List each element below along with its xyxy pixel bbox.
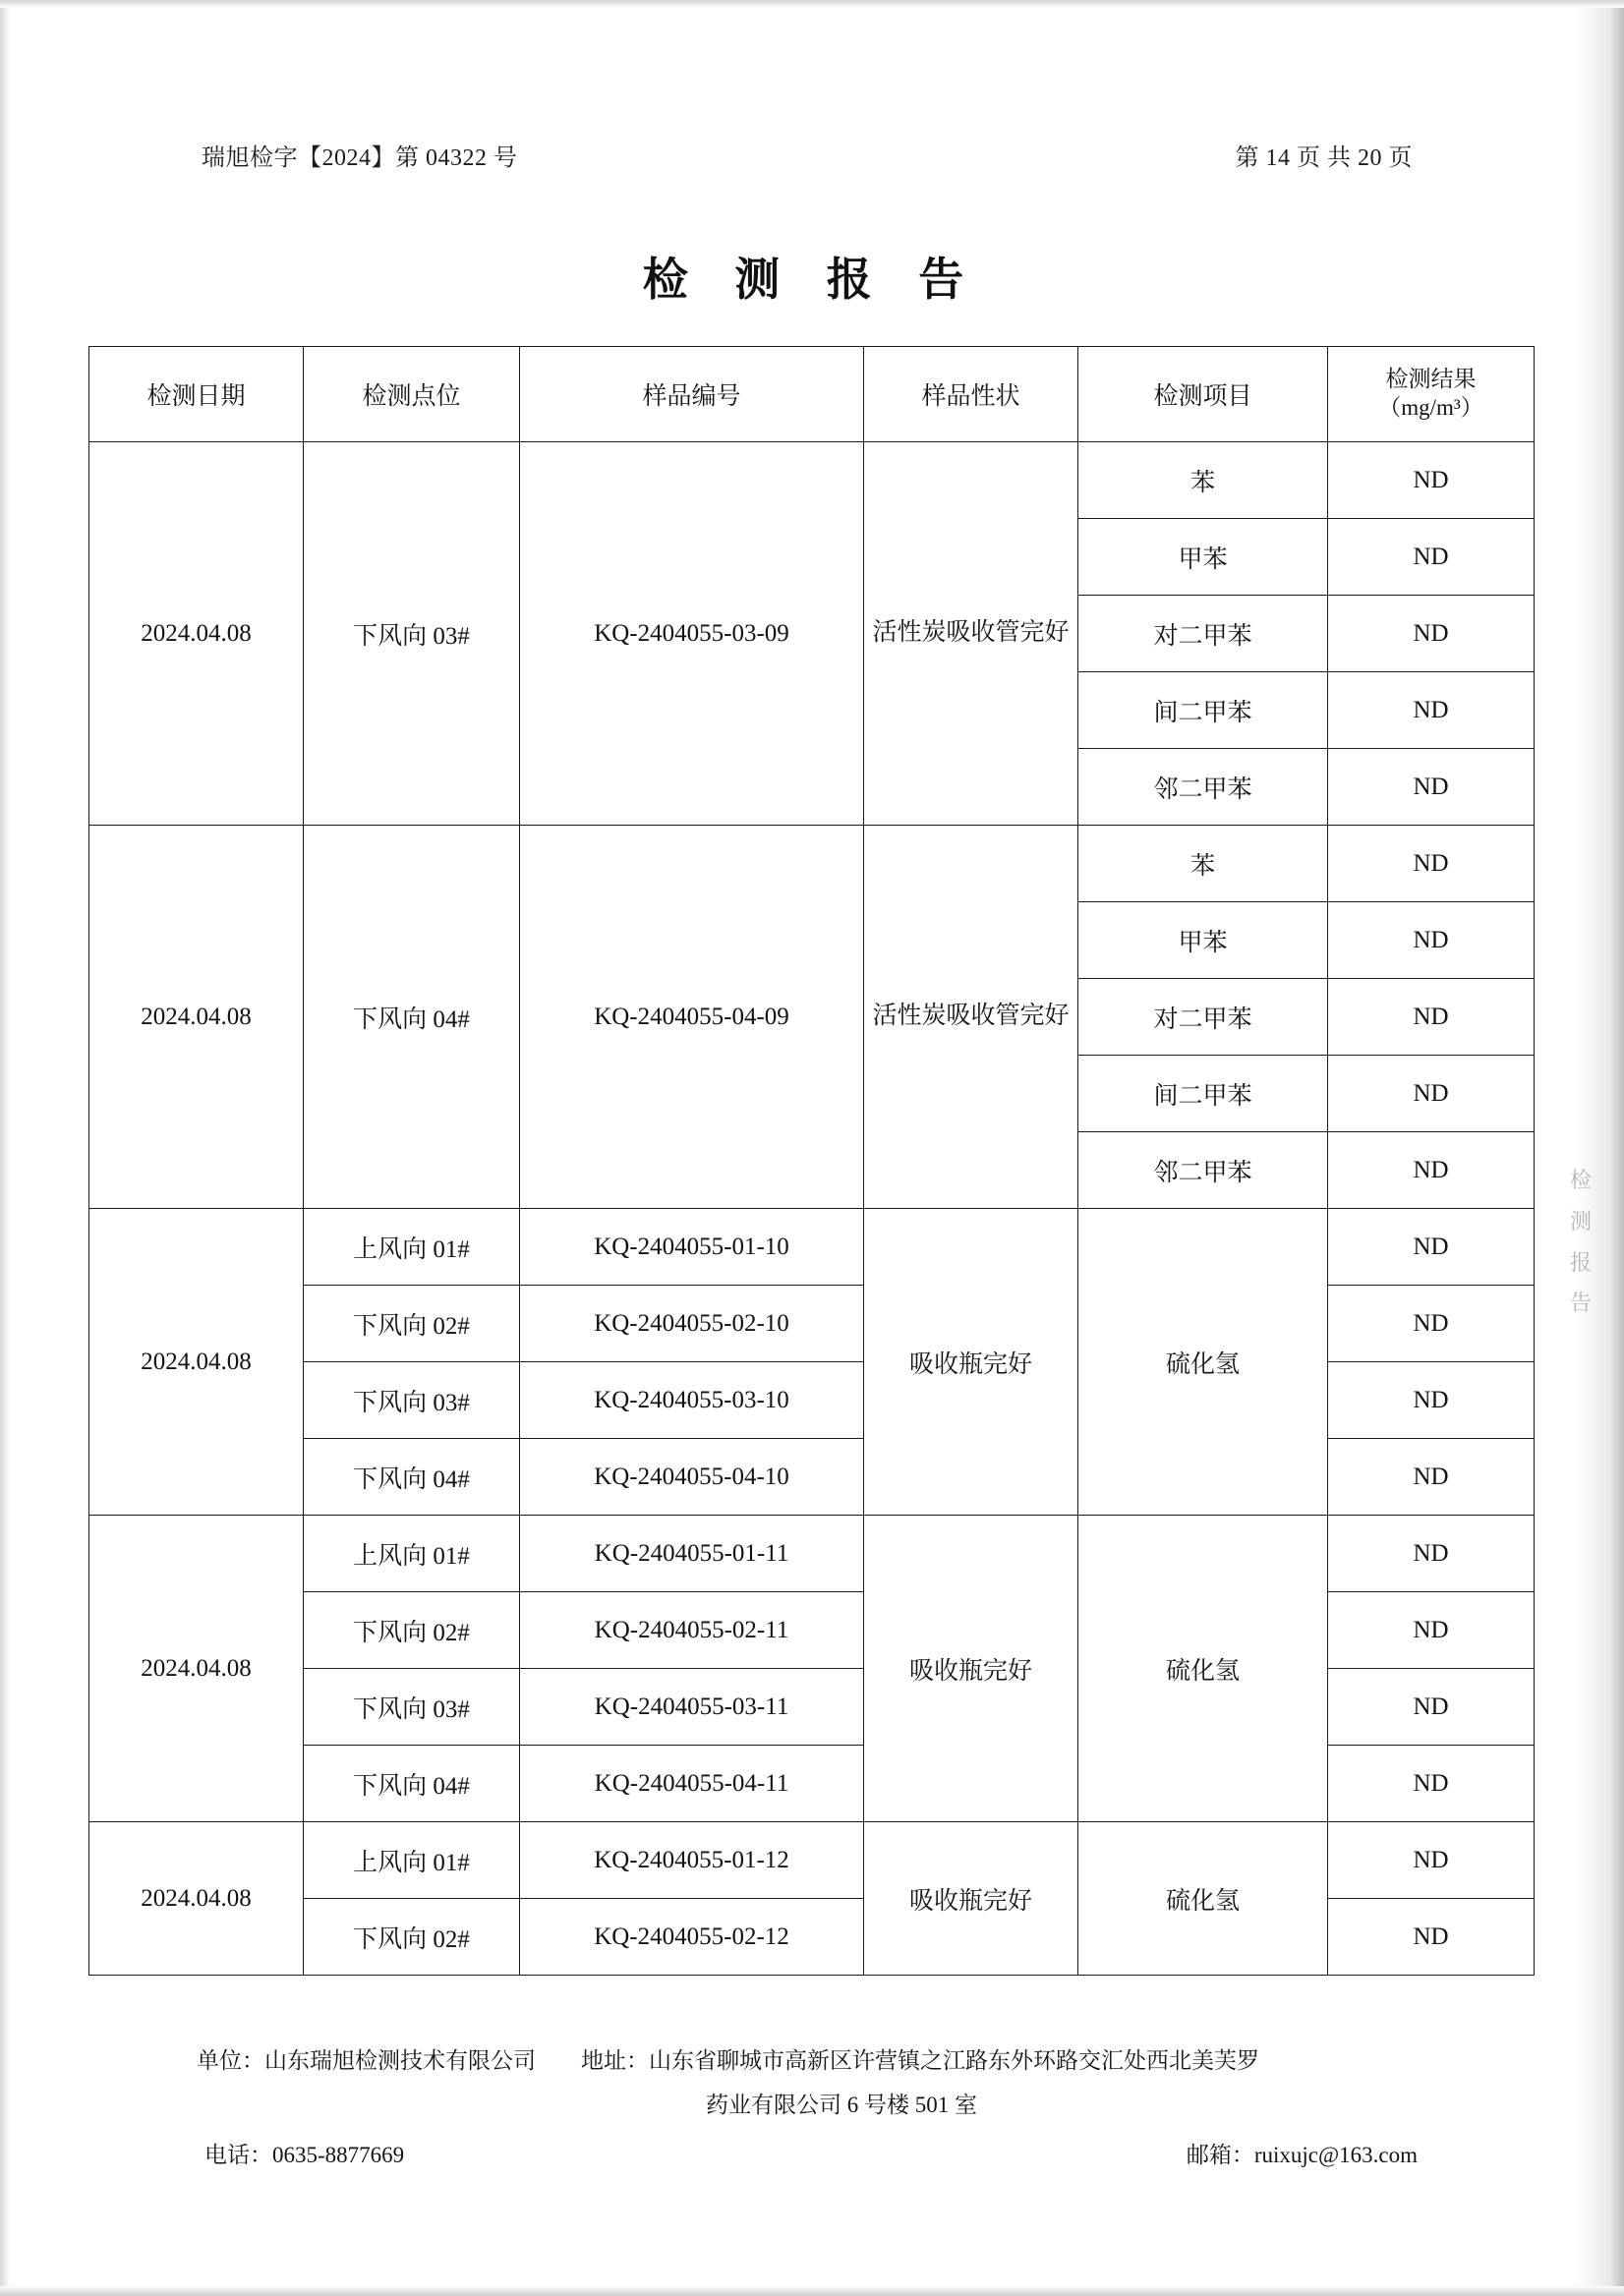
cell-item: 苯 <box>1078 442 1328 519</box>
cell-result: ND <box>1328 1516 1535 1592</box>
cell-result: ND <box>1328 596 1535 672</box>
cell-condition: 吸收瓶完好 <box>864 1516 1078 1822</box>
cell-date: 2024.04.08 <box>89 826 304 1209</box>
cell-sample-no: KQ-2404055-02-10 <box>520 1286 864 1362</box>
cell-sample-no: KQ-2404055-02-12 <box>520 1899 864 1976</box>
cell-point: 下风向 04# <box>304 1746 520 1822</box>
page-number: 第 14 页 共 20 页 <box>1235 145 1413 171</box>
cell-result: ND <box>1328 672 1535 749</box>
cell-item: 甲苯 <box>1078 519 1328 596</box>
cell-item: 甲苯 <box>1078 902 1328 979</box>
cell-result: ND <box>1328 1286 1535 1362</box>
cell-item: 间二甲苯 <box>1078 672 1328 749</box>
table-row <box>89 1209 1535 1286</box>
cell-result: ND <box>1328 826 1535 902</box>
cell-sample-no: KQ-2404055-03-11 <box>520 1669 864 1746</box>
footer-company: 单位：山东瑞旭检测技术有限公司 <box>197 2048 536 2073</box>
cell-result: ND <box>1328 1899 1535 1976</box>
cell-condition: 活性炭吸收管完好 <box>864 442 1078 826</box>
cell-result: ND <box>1328 1746 1535 1822</box>
cell-point: 下风向 04# <box>304 826 520 1209</box>
cell-sample-no: KQ-2404055-02-11 <box>520 1592 864 1669</box>
cell-point: 下风向 03# <box>304 1362 520 1439</box>
cell-item: 苯 <box>1078 826 1328 902</box>
cell-result: ND <box>1328 442 1535 519</box>
cell-sample-no: KQ-2404055-01-12 <box>520 1822 864 1899</box>
cell-result: ND <box>1328 1669 1535 1746</box>
cell-item: 间二甲苯 <box>1078 1056 1328 1132</box>
footer-address: 地址：山东省聊城市高新区许营镇之江路东外环路交汇处西北美芙罗 <box>581 2048 1259 2073</box>
cell-sample-no: KQ-2404055-04-09 <box>520 826 864 1209</box>
cell-sample-no: KQ-2404055-03-10 <box>520 1362 864 1439</box>
cell-point: 下风向 02# <box>304 1592 520 1669</box>
col-header-point: 检测点位 <box>304 347 520 442</box>
page-header <box>202 138 1413 172</box>
cell-point: 下风向 02# <box>304 1286 520 1362</box>
footer-email: 邮箱：ruixujc@163.com <box>1186 2142 1418 2167</box>
cell-result: ND <box>1328 519 1535 596</box>
cell-item: 硫化氢 <box>1078 1822 1328 1976</box>
table-row <box>89 1822 1535 1899</box>
page-footer <box>147 2039 1477 2178</box>
cell-result: ND <box>1328 1822 1535 1899</box>
cell-result: ND <box>1328 1362 1535 1439</box>
table-row <box>89 826 1535 902</box>
cell-condition: 吸收瓶完好 <box>864 1209 1078 1516</box>
col-header-condition: 样品性状 <box>864 347 1078 442</box>
cell-point: 上风向 01# <box>304 1822 520 1899</box>
footer-phone: 电话：0635-8877669 <box>204 2142 405 2167</box>
col-header-result-unit: （mg/m³） <box>1378 395 1483 420</box>
footer-address-line2: 药业有限公司 6 号楼 501 室 <box>706 2092 977 2117</box>
cell-point: 下风向 02# <box>304 1899 520 1976</box>
cell-result: ND <box>1328 1209 1535 1286</box>
cell-sample-no: KQ-2404055-04-10 <box>520 1439 864 1516</box>
cell-point: 下风向 04# <box>304 1439 520 1516</box>
col-header-result-label: 检测结果 <box>1385 367 1477 392</box>
page-title: 检 测 报 告 <box>642 255 982 305</box>
cell-date: 2024.04.08 <box>89 1209 304 1516</box>
cell-result: ND <box>1328 1439 1535 1516</box>
cell-item: 硫化氢 <box>1078 1209 1328 1516</box>
cell-item: 对二甲苯 <box>1078 979 1328 1056</box>
cell-item: 对二甲苯 <box>1078 596 1328 672</box>
cell-date: 2024.04.08 <box>89 1516 304 1822</box>
col-header-result <box>1328 347 1535 442</box>
cell-result: ND <box>1328 979 1535 1056</box>
cell-sample-no: KQ-2404055-04-11 <box>520 1746 864 1822</box>
cell-item: 邻二甲苯 <box>1078 749 1328 826</box>
cell-sample-no: KQ-2404055-01-11 <box>520 1516 864 1592</box>
footer-line-company-address <box>147 2039 1477 2084</box>
binding-edge-mark: 检 测 报 告 <box>1569 1168 1594 1316</box>
col-header-item: 检测项目 <box>1078 347 1328 442</box>
document-number: 瑞旭检字【2024】第 04322 号 <box>202 145 518 171</box>
cell-result: ND <box>1328 749 1535 826</box>
cell-condition: 吸收瓶完好 <box>864 1822 1078 1976</box>
cell-result: ND <box>1328 1592 1535 1669</box>
cell-point: 上风向 01# <box>304 1516 520 1592</box>
cell-date: 2024.04.08 <box>89 442 304 826</box>
table-row <box>89 442 1535 519</box>
cell-date: 2024.04.08 <box>89 1822 304 1976</box>
cell-point: 上风向 01# <box>304 1209 520 1286</box>
cell-item: 硫化氢 <box>1078 1516 1328 1822</box>
cell-condition: 活性炭吸收管完好 <box>864 826 1078 1209</box>
cell-sample-no: KQ-2404055-03-09 <box>520 442 864 826</box>
footer-line-contact <box>147 2134 1477 2178</box>
results-table <box>88 346 1535 1976</box>
cell-sample-no: KQ-2404055-01-10 <box>520 1209 864 1286</box>
cell-result: ND <box>1328 1132 1535 1209</box>
cell-point: 下风向 03# <box>304 442 520 826</box>
cell-result: ND <box>1328 902 1535 979</box>
table-row <box>89 1516 1535 1592</box>
col-header-date: 检测日期 <box>89 347 304 442</box>
col-header-sample-no: 样品编号 <box>520 347 864 442</box>
cell-point: 下风向 03# <box>304 1669 520 1746</box>
table-header-row <box>89 347 1535 442</box>
cell-item: 邻二甲苯 <box>1078 1132 1328 1209</box>
cell-result: ND <box>1328 1056 1535 1132</box>
